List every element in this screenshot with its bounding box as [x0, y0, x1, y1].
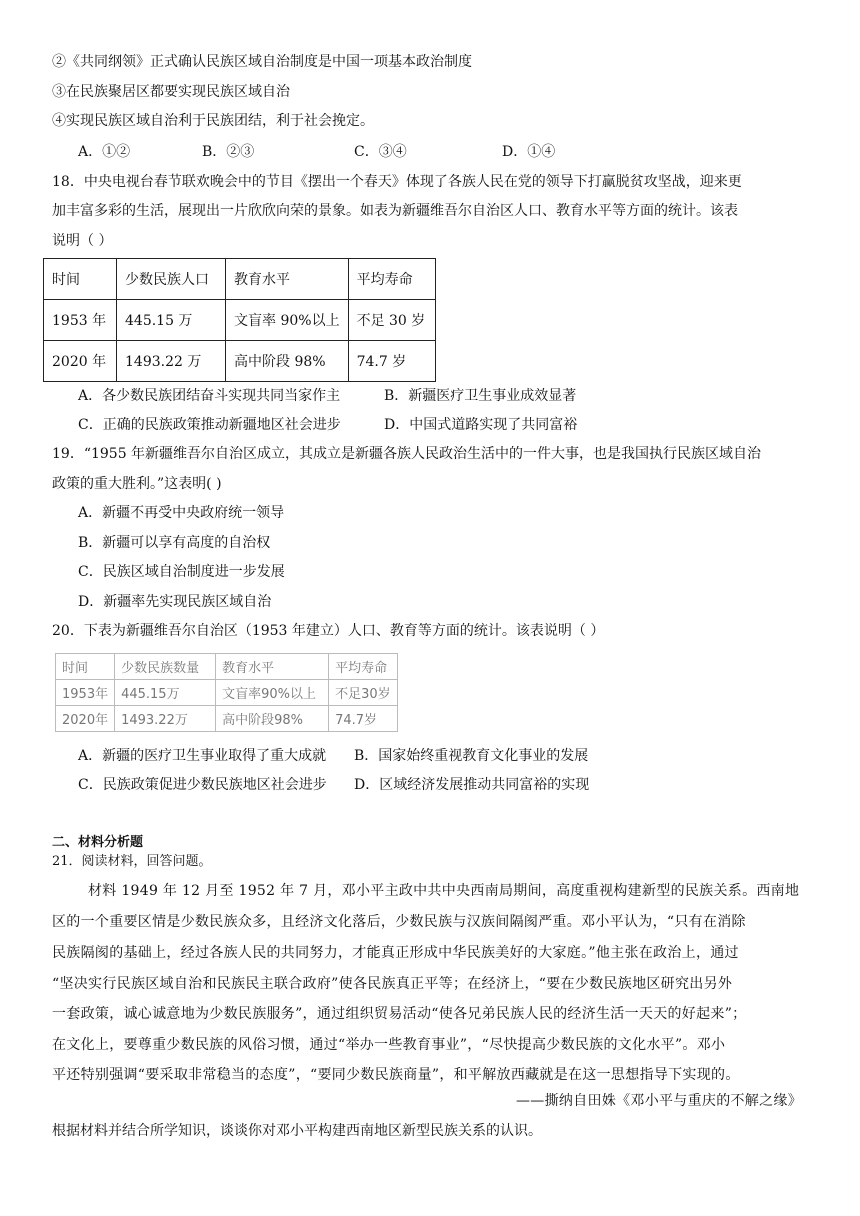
table-header-row — [44, 259, 436, 300]
table-cell: 高中阶段98% — [216, 706, 329, 732]
table-header-cell: 少数民族人口 — [117, 259, 226, 300]
table-cell: 74.7岁 — [329, 706, 398, 732]
table-cell: 高中阶段 98% — [226, 341, 349, 382]
material-line: 民族隔阂的基础上，经过各族人民的共同努力，才能真正形成中华民族美好的大家庭。”他主张在政治上，通过 — [52, 945, 739, 961]
table-cell: 445.15万 — [115, 680, 216, 706]
table-cell: 文盲率90%以上 — [216, 680, 329, 706]
q20-data-table-image — [55, 653, 398, 732]
q18-option-a: A．各少数民族团结奋斗实现共同当家作主 — [78, 388, 341, 404]
material-source: ——撕纳自田姝《邓小平与重庆的不解之缘》 — [516, 1093, 802, 1109]
table-row — [56, 680, 398, 706]
q18-option-b: B．新疆医疗卫生事业成效显著 — [384, 388, 577, 404]
section-title: 二、材料分析题 — [52, 835, 144, 850]
table-header-cell: 教育水平 — [226, 259, 349, 300]
q18-option-c: C．正确的民族政策推动新疆地区社会进步 — [78, 417, 341, 433]
table-row — [44, 300, 436, 341]
table-cell: 不足 30 岁 — [348, 300, 435, 341]
q18-stem-line-1: 18．中央电视台春节联欢晚会中的节目《摆出一个春天》体现了各族人民在党的领导下打赢脱贫攻坚战，迎来更 — [52, 174, 742, 190]
table-cell: 2020 年 — [44, 341, 117, 382]
q19-option-c: C．民族区域自治制度进一步发展 — [78, 564, 285, 580]
table-cell: 2020年 — [56, 706, 115, 732]
q20-option-b: B．国家始终重视教育文化事业的发展 — [354, 748, 589, 764]
material-line: 平还特别强调“要采取非常稳当的态度”，“要同少数民族商量”，和平解放西藏就是在这一思想指导下实现的。 — [52, 1067, 740, 1083]
q17-option-d: D．①④ — [502, 144, 556, 160]
q19-stem-line-1: 19．“1955 年新疆维吾尔自治区成立，其成立是新疆各族人民政治生活中的一件大事，也是我国执行民族区域自治 — [52, 446, 762, 462]
material-line: 材料 1949 年 12 月至 1952 年 7 月，邓小平主政中共中央西南局期间，高度重视构建新型的民族关系。西南地 — [88, 883, 800, 899]
table-cell: 1493.22 万 — [117, 341, 226, 382]
table-cell: 445.15 万 — [117, 300, 226, 341]
table-row — [44, 341, 436, 382]
material-line: 在文化上，要尊重少数民族的风俗习惯，通过“举办一些教育事业”，“尽快提高少数民族的文化水平”。邓小 — [52, 1037, 726, 1053]
table-row — [56, 706, 398, 732]
q17-statement-3: ③在民族聚居区都要实现民族区域自治 — [52, 84, 290, 100]
material-line: 一套政策，诚心诚意地为少数民族服务”，通过组织贸易活动“使各兄弟民族人民的经济生活一天天的好起来”； — [52, 1006, 747, 1022]
q17-statement-2: ②《共同纲领》正式确认民族区域自治制度是中国一项基本政治制度 — [52, 54, 472, 70]
q19-option-d: D．新疆率先实现民族区域自治 — [78, 594, 272, 610]
q17-option-a: A．①② — [78, 144, 131, 160]
table-header-cell: 平均寿命 — [348, 259, 435, 300]
table-header-row — [56, 654, 398, 680]
q17-statement-4: ④实现民族区域自治利于民族团结，利于社会挽定。 — [52, 113, 374, 129]
q19-stem-line-2: 政策的重大胜利。”这表明( ) — [52, 476, 222, 492]
q18-stem-line-2: 加丰富多彩的生活，展现出一片欣欣向荣的景象。如表为新疆维吾尔自治区人口、教育水平等方面的统计。该表 — [52, 203, 738, 219]
q20-option-d: D．区域经济发展推动共同富裕的实现 — [354, 777, 590, 793]
q18-option-d: D．中国式道路实现了共同富裕 — [384, 417, 578, 433]
q21-question: 根据材料并结合所学知识，谈谈你对邓小平构建西南地区新型民族关系的认识。 — [52, 1123, 542, 1139]
q20-option-a: A．新疆的医疗卫生事业取得了重大成就 — [78, 748, 327, 764]
table-header-cell: 时间 — [44, 259, 117, 300]
table-header-cell: 平均寿命 — [329, 654, 398, 680]
table-cell: 1953年 — [56, 680, 115, 706]
table-header-cell: 少数民族数量 — [115, 654, 216, 680]
table-cell: 文盲率 90%以上 — [226, 300, 349, 341]
q18-stem-line-3: 说明（ ） — [52, 233, 113, 249]
q19-option-a: A．新疆不再受中央政府统一领导 — [78, 505, 285, 521]
q17-option-b: B．②③ — [202, 144, 255, 160]
table-cell: 1493.22万 — [115, 706, 216, 732]
q19-option-b: B．新疆可以享有高度的自治权 — [78, 535, 271, 551]
table-cell: 不足30岁 — [329, 680, 398, 706]
q20-option-c: C．民族政策促进少数民族地区社会进步 — [78, 777, 327, 793]
material-line: 区的一个重要区情是少数民族众多，且经济文化落后，少数民族与汉族间隔阂严重。邓小平认为，“只有在消除 — [52, 914, 746, 930]
material-line: “坚决实行民族区域自治和民族民主联合政府”使各民族真正平等；在经济上，“要在少数民族地区研究出另外 — [52, 976, 733, 992]
table-cell: 1953 年 — [44, 300, 117, 341]
q21-head: 21．阅读材料，回答问题。 — [52, 854, 212, 869]
q18-data-table — [43, 258, 436, 382]
q17-option-c: C．③④ — [354, 144, 407, 160]
table-header-cell: 时间 — [56, 654, 115, 680]
q20-stem: 20．下表为新疆维吾尔自治区（1953 年建立）人口、教育等方面的统计。该表说明（ ） — [52, 623, 605, 639]
table-cell: 74.7 岁 — [348, 341, 435, 382]
table-header-cell: 教育水平 — [216, 654, 329, 680]
